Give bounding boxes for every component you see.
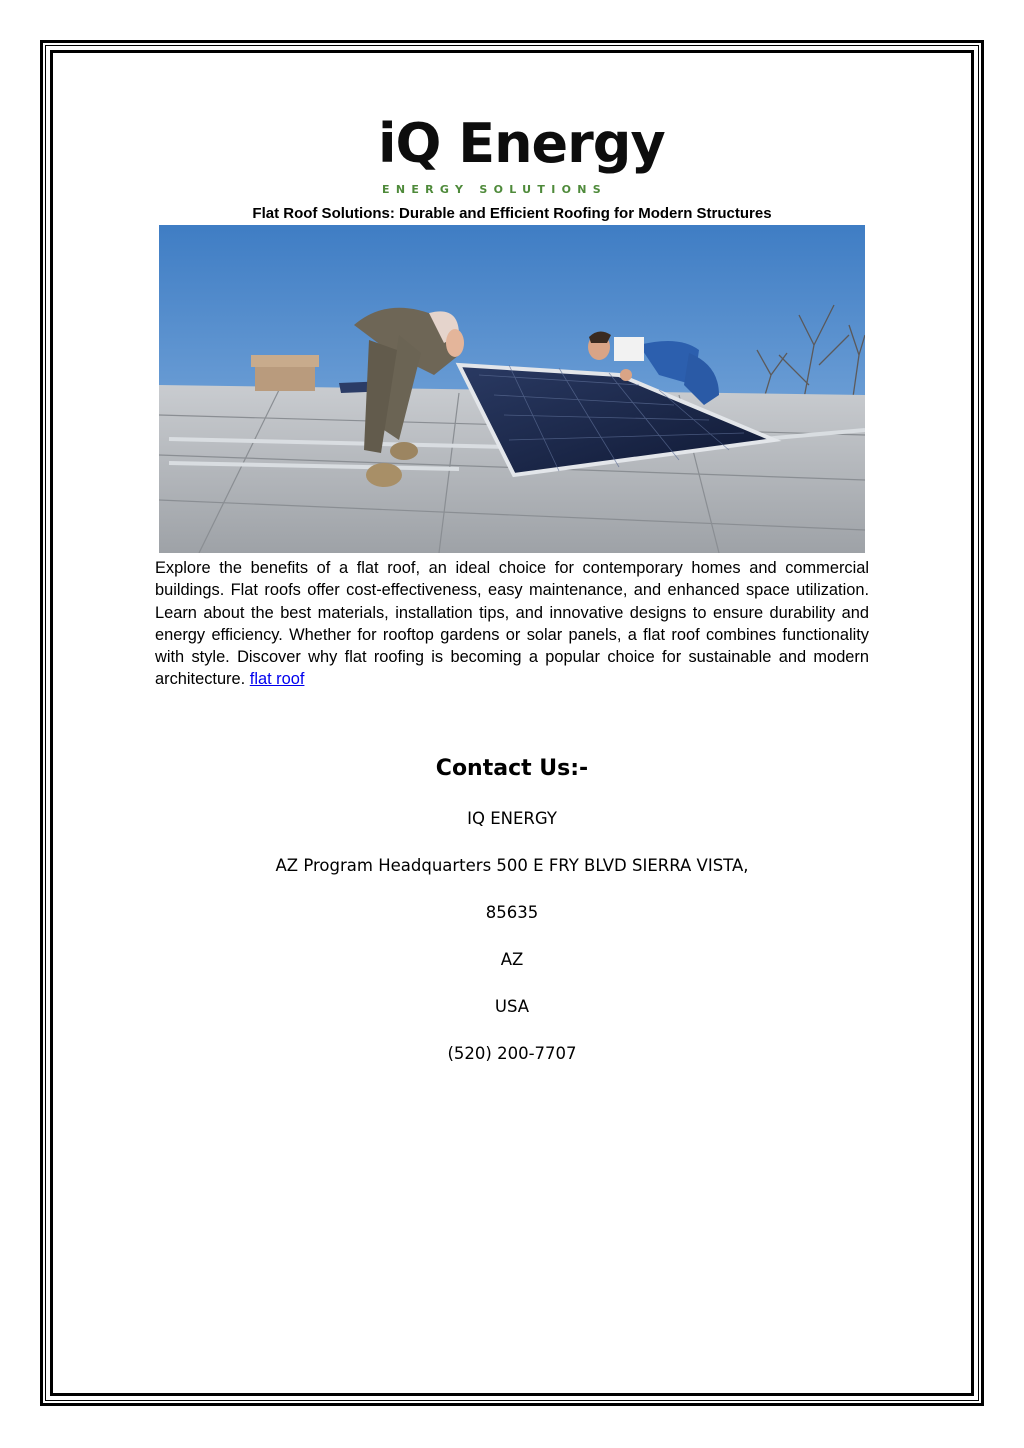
contact-phone: (520) 200-7707 <box>447 1044 577 1063</box>
flat-roof-link[interactable]: flat roof <box>249 670 305 689</box>
contact-zip: 85635 <box>485 903 539 922</box>
contact-heading: Contact Us:- <box>435 756 589 781</box>
article-title: Flat Roof Solutions: Durable and Efficient Roofing for Modern Structures <box>252 205 772 222</box>
contact-address: AZ Program Headquarters 500 E FRY BLVD SIERRA VISTA, <box>275 856 749 875</box>
contact-company: IQ ENERGY <box>467 809 557 828</box>
article-body <box>155 557 869 691</box>
logo-tagline: ENERGY SOLUTIONS <box>382 183 607 196</box>
logo-wordmark: iQ Energy <box>378 112 665 175</box>
contact-state: AZ <box>500 950 524 969</box>
article-body-text: Explore the benefits of a flat roof, an ideal choice for contemporary homes and commercial buildings. Flat roofs offer cost-effectiveness, easy maintenance, and enhanced space utilization. Learn about the best materials, installation tips, and innovative designs to ensure durability and energy efficiency. Whether for rooftop gardens or solar panels, a flat roof combines functionality with style. Discover why flat roofing is becoming a popular choice for sustainable and modern architecture. <box>155 559 869 689</box>
contact-country: USA <box>494 997 530 1016</box>
solar-panel-installation-photo <box>159 225 865 553</box>
